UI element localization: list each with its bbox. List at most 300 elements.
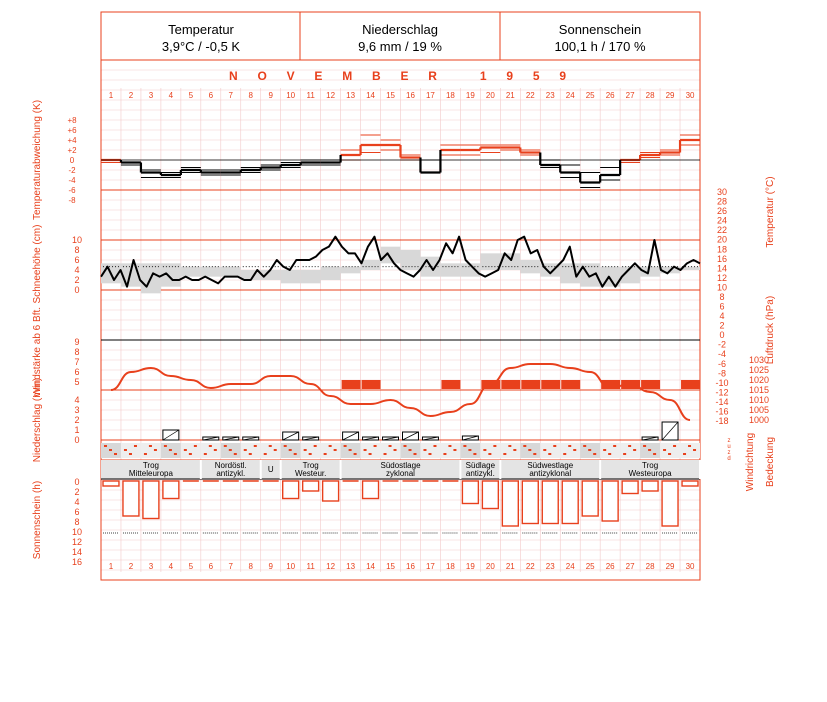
wind-direction-mark bbox=[144, 453, 147, 455]
wind-direction-mark bbox=[488, 453, 491, 455]
tick-label-anomaly: +2 bbox=[67, 146, 77, 155]
tick-label-pressure: 1005 bbox=[748, 405, 770, 415]
day-label-bottom: 21 bbox=[505, 562, 515, 571]
tick-label-sun: 4 bbox=[74, 497, 80, 507]
tick-label-temperature: 6 bbox=[719, 301, 725, 312]
tick-label-sun: 12 bbox=[71, 537, 83, 547]
tick-label-wind: 6 bbox=[74, 367, 80, 377]
temperature-range-band bbox=[321, 267, 341, 280]
precipitation-value: 9,6 mm / 19 % bbox=[358, 39, 442, 54]
sunshine-bar bbox=[123, 481, 139, 516]
sunshine-bar bbox=[602, 481, 618, 521]
weather-type-label: Westeur. bbox=[294, 469, 327, 478]
day-label-bottom: 19 bbox=[465, 562, 475, 571]
tick-label-wind: 7 bbox=[74, 357, 80, 367]
wind-direction-mark bbox=[404, 445, 407, 447]
wind-direction-mark bbox=[389, 445, 392, 447]
sunshine-title: Sonnenschein bbox=[558, 22, 642, 37]
tick-label-temperature: 14 bbox=[716, 263, 728, 274]
temperature-range-band bbox=[301, 270, 321, 283]
wind-direction-mark bbox=[184, 449, 187, 451]
wind-direction-mark bbox=[633, 449, 636, 451]
day-label-bottom: 23 bbox=[545, 562, 555, 571]
wind-direction-mark bbox=[149, 445, 152, 447]
wind-direction-mark bbox=[568, 445, 571, 447]
cloud-cell bbox=[480, 443, 500, 458]
tick-label-pressure: 1010 bbox=[748, 395, 770, 405]
tick-label-temperature: -12 bbox=[715, 387, 729, 398]
tick-label-cloud: d bbox=[727, 456, 731, 462]
tick-label-temperature: 0 bbox=[719, 330, 725, 341]
sunshine-bar bbox=[482, 481, 498, 509]
day-label-bottom: 28 bbox=[645, 562, 655, 571]
wind-direction-mark bbox=[513, 449, 516, 451]
sunshine-bar bbox=[363, 481, 379, 499]
wind-direction-mark bbox=[274, 449, 277, 451]
temperature-value: 3,9°C / -0,5 K bbox=[161, 39, 241, 54]
wind-direction-mark bbox=[254, 445, 257, 447]
cloud-cell bbox=[121, 443, 141, 458]
wind-direction-mark bbox=[394, 449, 397, 451]
tick-label-precip: 2 bbox=[74, 415, 80, 425]
temperature-range-band bbox=[201, 267, 221, 277]
wind-direction-mark bbox=[548, 453, 551, 455]
sunshine-bar bbox=[622, 481, 638, 494]
tick-label-snow: 0 bbox=[74, 285, 80, 295]
wind-direction-mark bbox=[448, 445, 451, 447]
tick-label-precip: 1 bbox=[74, 425, 80, 435]
cloud-cell bbox=[361, 443, 381, 458]
wind-direction-mark bbox=[224, 445, 227, 447]
axis-title-snow: Schneehöhe (cm) bbox=[32, 224, 43, 304]
sunshine-bar bbox=[682, 481, 698, 486]
day-label-top: 22 bbox=[525, 91, 535, 100]
day-label-bottom: 27 bbox=[625, 562, 635, 571]
tick-label-temperature: 18 bbox=[716, 244, 728, 255]
wind-direction-mark bbox=[588, 449, 591, 451]
day-label-top: 17 bbox=[425, 91, 435, 100]
day-label-bottom: 22 bbox=[525, 562, 535, 571]
tick-label-anomaly: +6 bbox=[67, 126, 77, 135]
wind-direction-mark bbox=[124, 449, 127, 451]
wind-direction-mark bbox=[194, 445, 197, 447]
wind-direction-mark bbox=[329, 445, 332, 447]
wind-direction-mark bbox=[154, 449, 157, 451]
wind-direction-mark bbox=[109, 449, 112, 451]
weather-type-label: Südlage bbox=[465, 461, 496, 470]
axis-title-sun: Sonnenschein (h) bbox=[32, 480, 43, 560]
sunshine-bar bbox=[582, 481, 598, 516]
sunshine-bar bbox=[163, 481, 179, 499]
axis-title-anomaly: Temperaturabweichung (K) bbox=[32, 99, 43, 221]
wind-direction-mark bbox=[269, 445, 272, 447]
wind-direction-mark bbox=[164, 445, 167, 447]
sunshine-value: 100,1 h / 170 % bbox=[554, 39, 646, 54]
tick-label-temperature: -18 bbox=[715, 416, 729, 426]
weather-type-label: antizykl. bbox=[465, 469, 495, 478]
cloud-cell bbox=[241, 443, 261, 458]
tick-label-anomaly: -6 bbox=[68, 186, 76, 195]
wind-direction-mark bbox=[209, 445, 212, 447]
wind-direction-mark bbox=[189, 453, 192, 455]
wind-direction-mark bbox=[409, 449, 412, 451]
cloud-cell bbox=[600, 443, 620, 458]
cloud-cell bbox=[420, 443, 440, 458]
tick-label-wind: 8 bbox=[74, 347, 80, 357]
tick-label-temperature: 26 bbox=[716, 206, 728, 217]
weather-type-label: Südostlage bbox=[380, 461, 421, 470]
wind-direction-mark bbox=[174, 453, 177, 455]
day-label-bottom: 15 bbox=[386, 562, 395, 571]
wind-direction-mark bbox=[334, 449, 337, 451]
day-label-top: 12 bbox=[326, 91, 336, 100]
tick-label-anomaly: -4 bbox=[68, 176, 76, 185]
tick-label-snow: 6 bbox=[74, 255, 80, 265]
day-label-top: 20 bbox=[485, 91, 495, 100]
sunshine-bar bbox=[662, 481, 678, 526]
wind-direction-mark bbox=[593, 453, 596, 455]
tick-label-temperature: 16 bbox=[716, 253, 728, 264]
precipitation-title: Niederschlag bbox=[362, 22, 438, 37]
wind-direction-mark bbox=[229, 449, 232, 451]
tick-label-anomaly: +8 bbox=[67, 116, 77, 125]
weather-type-label: Westeuropa bbox=[628, 469, 672, 478]
tick-label-wind: 5 bbox=[74, 377, 80, 387]
tick-label-temperature: 4 bbox=[719, 311, 725, 322]
day-label-bottom: 4 bbox=[168, 562, 174, 571]
sunshine-bar bbox=[522, 481, 538, 524]
wind-direction-mark bbox=[493, 445, 496, 447]
day-label-top: 19 bbox=[465, 91, 475, 100]
weather-type-label: antizykl. bbox=[216, 469, 246, 478]
wind-marker bbox=[621, 380, 640, 389]
tick-label-sun: 14 bbox=[71, 547, 83, 557]
wind-direction-mark bbox=[693, 449, 696, 451]
wind-direction-mark bbox=[483, 449, 486, 451]
tick-label-sun: 0 bbox=[74, 477, 80, 487]
temperature-range-band bbox=[381, 247, 401, 264]
tick-label-cloud: z bbox=[727, 438, 731, 444]
wind-marker bbox=[681, 380, 700, 389]
wind-direction-mark bbox=[134, 445, 137, 447]
tick-label-anomaly: 0 bbox=[69, 156, 75, 165]
tick-label-sun: 6 bbox=[74, 507, 80, 517]
tick-label-temperature: -8 bbox=[717, 368, 727, 379]
wind-direction-mark bbox=[364, 449, 367, 451]
wind-direction-mark bbox=[249, 453, 252, 455]
wind-direction-mark bbox=[648, 449, 651, 451]
cloud-cell bbox=[301, 443, 321, 458]
wind-direction-mark bbox=[508, 445, 511, 447]
temperature-range-band bbox=[261, 270, 281, 280]
day-label-top: 13 bbox=[346, 91, 356, 100]
tick-label-temperature: -14 bbox=[715, 396, 729, 407]
wind-direction-mark bbox=[384, 453, 387, 455]
tick-label-temperature: 12 bbox=[716, 272, 728, 283]
day-label-top: 15 bbox=[386, 91, 395, 100]
wind-direction-mark bbox=[628, 445, 631, 447]
day-label-bottom: 12 bbox=[326, 562, 336, 571]
day-label-bottom: 2 bbox=[128, 562, 134, 571]
tick-label-snow: 10 bbox=[71, 235, 83, 245]
tick-label-temperature: -2 bbox=[717, 339, 727, 350]
wind-direction-mark bbox=[289, 449, 292, 451]
weather-type-label: Nordöstl. bbox=[214, 461, 247, 470]
day-label-top: 16 bbox=[406, 91, 415, 100]
axis-title-precip: Niederschlag (mm) bbox=[32, 377, 43, 463]
day-label-bottom: 11 bbox=[306, 562, 315, 571]
tick-label-sun: 2 bbox=[74, 487, 80, 497]
day-label-bottom: 30 bbox=[685, 562, 695, 571]
wind-marker bbox=[481, 380, 500, 389]
tick-label-pressure: 1030 bbox=[748, 355, 770, 365]
tick-label-temperature: 8 bbox=[719, 291, 725, 302]
tick-label-cloud: u bbox=[727, 444, 731, 450]
day-label-top: 14 bbox=[366, 91, 376, 100]
tick-label-cloud: z bbox=[727, 450, 731, 456]
wind-direction-mark bbox=[573, 449, 576, 451]
wind-direction-mark bbox=[244, 449, 247, 451]
wind-marker bbox=[441, 380, 460, 389]
wind-direction-mark bbox=[284, 445, 287, 447]
tick-label-pressure: 1020 bbox=[748, 375, 770, 385]
wind-direction-mark bbox=[214, 449, 217, 451]
wind-marker bbox=[521, 380, 540, 389]
day-label-bottom: 16 bbox=[406, 562, 415, 571]
temperature-range-band bbox=[281, 270, 301, 283]
axis-title-wind: Windstärke ab 6 Bft. bbox=[32, 306, 43, 398]
tick-label-wind: 9 bbox=[74, 337, 80, 347]
tick-label-temperature: -16 bbox=[715, 406, 729, 417]
day-label-bottom: 8 bbox=[248, 562, 253, 571]
wind-direction-mark bbox=[324, 453, 327, 455]
wind-direction-mark bbox=[553, 445, 556, 447]
day-label-top: 30 bbox=[685, 91, 695, 100]
wind-direction-mark bbox=[453, 449, 456, 451]
wind-marker bbox=[601, 380, 620, 389]
wind-direction-mark bbox=[374, 445, 377, 447]
tick-label-sun: 10 bbox=[71, 527, 83, 537]
cloud-cell bbox=[660, 443, 680, 458]
tick-label-temperature: 28 bbox=[716, 196, 728, 207]
wind-direction-mark bbox=[673, 445, 676, 447]
weather-type-label: Südwestlage bbox=[527, 461, 574, 470]
sunshine-bar bbox=[462, 481, 478, 504]
day-label-top: 1 bbox=[108, 91, 114, 100]
wind-direction-mark bbox=[309, 453, 312, 455]
wind-marker bbox=[641, 380, 660, 389]
tick-label-temperature: 2 bbox=[719, 320, 725, 331]
day-label-bottom: 7 bbox=[228, 562, 234, 571]
tick-label-sun: 16 bbox=[71, 557, 83, 567]
weather-type-label: U bbox=[267, 465, 274, 474]
sunshine-bar bbox=[103, 481, 119, 486]
wind-direction-mark bbox=[523, 445, 526, 447]
sunshine-bar bbox=[562, 481, 578, 524]
day-label-bottom: 20 bbox=[485, 562, 495, 571]
wind-direction-mark bbox=[643, 445, 646, 447]
wind-direction-mark bbox=[234, 453, 237, 455]
tick-label-temperature: -10 bbox=[715, 377, 729, 388]
day-label-top: 28 bbox=[645, 91, 655, 100]
tick-label-snow: 8 bbox=[74, 245, 80, 255]
month-title: N O V E M B E R 1 9 5 9 bbox=[228, 69, 572, 83]
wind-direction-mark bbox=[314, 445, 317, 447]
day-label-top: 11 bbox=[306, 91, 315, 100]
wind-direction-mark bbox=[349, 449, 352, 451]
wind-direction-mark bbox=[129, 453, 132, 455]
day-label-top: 26 bbox=[605, 91, 615, 100]
tick-label-anomaly: +4 bbox=[67, 136, 77, 145]
day-label-bottom: 3 bbox=[148, 562, 154, 571]
wind-direction-mark bbox=[683, 453, 686, 455]
tick-label-precip: 3 bbox=[74, 405, 80, 415]
day-label-bottom: 6 bbox=[208, 562, 214, 571]
tick-label-temperature: 20 bbox=[716, 234, 728, 245]
day-label-bottom: 24 bbox=[565, 562, 575, 571]
wind-direction-mark bbox=[369, 453, 372, 455]
wind-direction-mark bbox=[468, 449, 471, 451]
temperature-range-band bbox=[440, 263, 460, 276]
tick-label-temperature: -4 bbox=[717, 349, 727, 360]
temperature-range-band bbox=[341, 267, 361, 274]
day-label-top: 7 bbox=[228, 91, 234, 100]
wind-direction-mark bbox=[104, 445, 107, 447]
tick-label-temperature: 30 bbox=[716, 187, 728, 197]
wind-direction-mark bbox=[668, 453, 671, 455]
sunshine-bar bbox=[303, 481, 319, 491]
wind-direction-mark bbox=[114, 453, 117, 455]
tick-label-temperature: -6 bbox=[717, 358, 727, 369]
axis-title-wind-direction: Windrichtung bbox=[745, 432, 756, 492]
day-label-bottom: 14 bbox=[366, 562, 376, 571]
wind-direction-mark bbox=[169, 449, 172, 451]
day-label-top: 4 bbox=[168, 91, 174, 100]
wind-direction-mark bbox=[463, 445, 466, 447]
day-label-top: 9 bbox=[268, 91, 273, 100]
day-label-bottom: 17 bbox=[425, 562, 435, 571]
tick-label-snow: 4 bbox=[74, 265, 80, 275]
tick-label-precip: 0 bbox=[74, 435, 80, 445]
day-label-bottom: 18 bbox=[445, 562, 455, 571]
day-label-top: 6 bbox=[208, 91, 214, 100]
wind-direction-mark bbox=[204, 453, 207, 455]
axis-title-temperature: Temperatur (°C) bbox=[765, 176, 776, 248]
day-label-top: 8 bbox=[248, 91, 253, 100]
wind-direction-mark bbox=[503, 453, 506, 455]
day-label-top: 5 bbox=[188, 91, 194, 100]
day-label-bottom: 9 bbox=[268, 562, 273, 571]
tick-label-temperature: 22 bbox=[716, 225, 728, 236]
sunshine-bar bbox=[502, 481, 518, 526]
day-label-bottom: 10 bbox=[286, 562, 296, 571]
temperature-range-band bbox=[181, 267, 201, 277]
axis-title-pressure: Luftdruck (hPa) bbox=[765, 295, 776, 365]
temperature-range-band bbox=[361, 260, 381, 270]
day-label-top: 25 bbox=[585, 91, 595, 100]
wind-direction-mark bbox=[264, 453, 267, 455]
day-label-top: 29 bbox=[665, 91, 675, 100]
day-label-top: 24 bbox=[565, 91, 575, 100]
tick-label-temperature: 10 bbox=[716, 282, 728, 293]
sunshine-bar bbox=[323, 481, 339, 501]
sunshine-bar bbox=[642, 481, 658, 491]
wind-marker bbox=[541, 380, 560, 389]
wind-direction-mark bbox=[354, 453, 357, 455]
wind-direction-mark bbox=[688, 445, 691, 447]
temperature-range-band bbox=[480, 253, 500, 270]
day-label-top: 23 bbox=[545, 91, 555, 100]
wind-direction-mark bbox=[528, 449, 531, 451]
cloud-cell bbox=[181, 443, 201, 458]
wind-direction-mark bbox=[543, 449, 546, 451]
wind-direction-mark bbox=[653, 453, 656, 455]
tick-label-snow: 2 bbox=[74, 275, 80, 285]
day-label-bottom: 29 bbox=[665, 562, 675, 571]
weather-type-label: Trog bbox=[142, 461, 159, 470]
wind-direction-mark bbox=[423, 449, 426, 451]
wind-direction-mark bbox=[533, 453, 536, 455]
wind-direction-mark bbox=[603, 449, 606, 451]
day-label-bottom: 1 bbox=[108, 562, 114, 571]
wind-direction-mark bbox=[304, 449, 307, 451]
axis-title-cloud: Bedeckung bbox=[765, 436, 776, 488]
tick-label-pressure: 1000 bbox=[748, 415, 770, 425]
day-label-bottom: 26 bbox=[605, 562, 615, 571]
weather-type-label: antizyklonal bbox=[529, 469, 572, 478]
wind-direction-mark bbox=[443, 453, 446, 455]
wind-direction-mark bbox=[294, 453, 297, 455]
sunshine-bar bbox=[542, 481, 558, 524]
wind-direction-mark bbox=[563, 453, 566, 455]
wind-direction-mark bbox=[613, 445, 616, 447]
wind-direction-mark bbox=[608, 453, 611, 455]
wind-direction-mark bbox=[414, 453, 417, 455]
tick-label-sun: 8 bbox=[74, 517, 80, 527]
wind-direction-mark bbox=[428, 453, 431, 455]
wind-direction-mark bbox=[433, 445, 436, 447]
day-label-top: 10 bbox=[286, 91, 296, 100]
tick-label-anomaly: -2 bbox=[68, 166, 76, 175]
day-label-bottom: 25 bbox=[585, 562, 595, 571]
weather-type-label: zyklonal bbox=[386, 469, 415, 478]
tick-label-precip: 4 bbox=[74, 395, 80, 405]
wind-marker bbox=[561, 380, 580, 389]
wind-direction-mark bbox=[473, 453, 476, 455]
wind-marker bbox=[362, 380, 381, 389]
day-label-top: 27 bbox=[625, 91, 635, 100]
wind-direction-mark bbox=[663, 449, 666, 451]
sunshine-bar bbox=[283, 481, 299, 499]
tick-label-anomaly: -8 bbox=[68, 196, 76, 205]
day-label-top: 21 bbox=[505, 91, 515, 100]
wind-direction-mark bbox=[583, 445, 586, 447]
wind-direction-mark bbox=[623, 453, 626, 455]
weather-type-label: Mitteleuropa bbox=[128, 469, 173, 478]
sunshine-bar bbox=[143, 481, 159, 519]
tick-label-pressure: 1025 bbox=[748, 365, 770, 375]
day-label-top: 2 bbox=[128, 91, 134, 100]
day-label-bottom: 13 bbox=[346, 562, 356, 571]
day-label-bottom: 5 bbox=[188, 562, 194, 571]
wind-marker bbox=[501, 380, 520, 389]
wind-marker bbox=[342, 380, 361, 389]
tick-label-pressure: 1015 bbox=[748, 385, 770, 395]
weather-type-label: Trog bbox=[642, 461, 659, 470]
day-label-top: 18 bbox=[445, 91, 455, 100]
temperature-title: Temperatur bbox=[168, 22, 234, 37]
tick-label-temperature: 24 bbox=[716, 215, 728, 226]
